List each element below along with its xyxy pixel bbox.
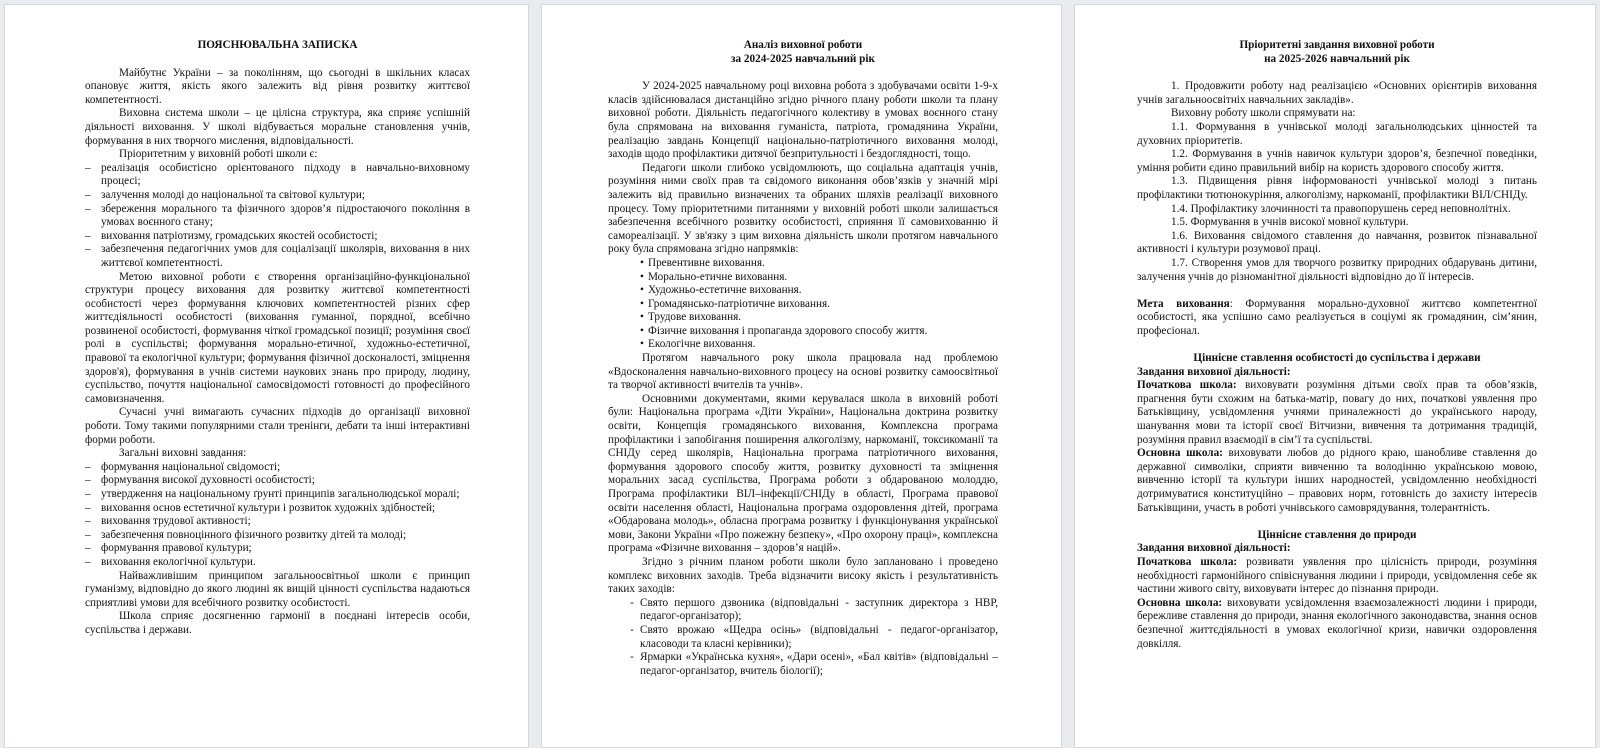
basic-school-text: виховувати любов до рідного краю, шанобливе ставлення до державної символіки, сприяти вивченню та володінню українською мовою, вивченню історії та культури інших народностей, усвідомленню необхідності дотримуватися конституційно – правових норм, готовність до захисту інтересів Батьківщини, участь в роботі учнівського самоврядування, толерантність.: [1137, 447, 1538, 514]
bullet-item: • Трудове виховання.: [608, 311, 998, 325]
primary-school-label: Початкова школа:: [1137, 379, 1237, 392]
list-item: – формування високої духовності особистості;: [85, 474, 470, 488]
bullet-item: • Морально-етичне виховання.: [608, 271, 998, 285]
paragraph: Загальні виховні завдання:: [119, 447, 247, 460]
bullet-item: • Фізичне виховання і пропаганда здорового способу життя.: [608, 325, 998, 339]
paragraph: Найважливішим принципом загальноосвітньої школи є принцип гуманізму, відповідно до якого людині як вищій цінності суспільства надаються сприятливі умови для всебічного розвитку особистості.: [85, 569, 470, 609]
basic-school-label: Основна школа:: [1137, 447, 1223, 460]
primary-school-label: Початкова школа:: [1137, 555, 1238, 568]
goal-label: Мета виховання: [1137, 297, 1230, 310]
list-item: – утвердження на національному ґрунті принципів загальнолюдської моралі;: [85, 488, 470, 502]
document-page-1: [4, 4, 529, 748]
task-item: 1.1. Формування в учнівської молоді загальнолюдських цінностей та духовних пріоритетів.: [1137, 120, 1537, 147]
list-item: – забезпечення педагогічних умов для соціалізації школярів, виховання в них життєвої компетентності.: [85, 243, 470, 270]
list-item: – виховання екологічної культури.: [85, 556, 470, 570]
page-3-subtitle: на 2025-2026 навчальний рік: [1264, 52, 1410, 65]
paragraph: Виховна система школи – це цілісна структура, яка сприяє успішній діяльності виховання. У школі відбувається моральне становлення учнів, формування в них творчого мислення, відповідальності.: [85, 107, 470, 147]
paragraph: Сучасні учні вимагають сучасних підходів до організації виховної роботи. Тому такими популярними стали тренінги, дебати та інші інтерактивні форми роботи.: [85, 406, 470, 446]
paragraph: Основними документами, якими керувалася школа в виховній роботі були: Національна програма «Діти України», Національна доктрина розвитку освіти, Концепція громадянського виховання, Комплексна програма профілактики і запобігання поширення алкоголізму, наркоманії, токсикоманії та СНІДу серед школярів, Національна програма патріотичного виховання, формування здорового способу життя, розвитку духовності та зміцнення моральних засад суспільства, Програма роботи з обдарованою молоддю, Програма профілактики ВІЛ–інфекції/СНІДу в області, Програма правової освіти населення області, Національна програма оздоровлення дітей, програма «Обдарована молодь», обласна програма розвитку і функціонування української мови, Закони України «Про пожежну безпеку», «Про охорону праці», комплексна програма «Фізичне виховання – здоров’я націй».: [608, 392, 998, 555]
list-item: – збереження морального та фізичного здоров’я підростаючого покоління в умовах воєнного стану;: [85, 203, 470, 230]
task-item: 1.2. Формування в учнів навичок культури здоров’я, безпечної поведінки, уміння робити єдино правильний вибір на користь здорового способу життя.: [1137, 148, 1537, 174]
paragraph: Школа сприяє досягненню гармонії в поєднані інтересів особи, суспільства і держави.: [85, 610, 470, 636]
page-1-title: ПОЯСНЮВАЛЬНА ЗАПИСКА: [197, 39, 358, 51]
primary-school-paragraph: [1137, 556, 1537, 597]
list-item: – виховання основ естетичної культури і розвиток художніх здібностей;: [85, 502, 470, 516]
basic-school-paragraph: [1137, 447, 1537, 515]
paragraph: Пріоритетним у виховній роботі школи є:: [119, 148, 318, 161]
paragraph: Майбутнє України – за поколінням, що сьогодні в шкільних класах опановує життя, якість якого залежить від рівня розвитку життєвої компетентності.: [85, 66, 470, 106]
goal-paragraph: [1137, 298, 1537, 339]
primary-school-text: розвивати уявлення про цілісність природи, розуміння необхідності гармонійного співіснування людини і природи, усвідомлення себе як частини живого світу, виховувати інтерес до пізнання природи.: [1137, 555, 1537, 596]
page-3-title: Пріоритетні завдання виховної роботи: [1239, 39, 1435, 51]
document-page-2: [541, 4, 1062, 748]
event-item: - Свято врожаю «Щедра осінь» (відповідальні - педагог-організатор, класоводи та класні керівники);: [608, 624, 998, 651]
task-item: 1.3. Підвищення рівня інформованості учнівської молоді з питань профілактики тютюнокуріння, алкоголізму, наркоманії, профілактики ВІЛ/СНІДу.: [1137, 175, 1537, 201]
paragraph: Згідно з річним планом роботи школи було заплановано і проведено комплекс виховних заходів. Треба відзначити високу якість і результативність таких заходів:: [608, 555, 998, 596]
page-1-content: [85, 39, 470, 638]
list-item: – формування правової культури;: [85, 542, 470, 556]
event-item: - Свято першого дзвоника (відповідальні - заступник директора з НВР, педагог-організатор);: [608, 597, 998, 624]
section-heading: Ціннісне ставлення до природи: [1257, 528, 1417, 541]
list-item: – реалізація особистісно орієнтованого підходу в навчально-виховному процесі;: [85, 162, 470, 189]
paragraph: У 2024-2025 навчальному році виховна робота з здобувачами освіти 1-9-х класів здійснювалася дистанційно згідно річного плану роботи школи та плану виховної роботи. Діяльність педагогічного колективу в умовах воєнного стану була спрямована на виховання гуманіста, патріота, громадянина України, реалізацію завдань Концепції національно-патріотичного виховання молоді, заходів щодо профілактики дитячої безпритульності і бездоглядності, тощо.: [608, 80, 998, 161]
task-item: 1.4. Профілактику злочинності та правопорушень серед неповнолітніх.: [1171, 202, 1511, 215]
list-item: – виховання патріотизму, громадських якостей особистості;: [85, 230, 470, 244]
event-item: - Ярмарки «Українська кухня», «Дари осені», «Бал квітів» (відповідальні – педагог-організатор, вчитель біології);: [608, 651, 998, 678]
section-heading: Ціннісне ставлення особистості до суспільства і держави: [1193, 352, 1481, 365]
section-tasks-label: Завдання виховної діяльності:: [1137, 365, 1291, 378]
basic-school-label: Основна школа:: [1137, 596, 1223, 609]
primary-school-text: виховувати розуміння дітьми своїх прав та обов’язків, прагнення бути схожим на батька-матір, повагу до них, початкові уявлення про Батьківщину, усвідомлення учнями приналежності до українського народу, шанування мови та історії своєї Вітчизни, вивчення та дотримання традицій, розуміння правил взаємодії в сім’ї та суспільстві.: [1137, 379, 1537, 446]
basic-school-paragraph: [1137, 597, 1537, 651]
paragraph: Педагоги школи глибоко усвідомлюють, що соціальна адаптація учнів, розуміння ними своїх прав та свідомого виконання обов’язків у значній мірі залежить від правильно визначених та обраних шляхів реалізації виховного процесу. Тому пріоритетними питаннями у виховній роботі школи залишається забезпечення всебічного розвитку особистості, сприяння її самовихованню й самореалізації. У зв'язку з цим виховна діяльність школи протягом навчального року була спрямована згідно напрямків:: [608, 161, 998, 256]
task-item: 1.6. Виховання свідомого ставлення до навчання, розвиток пізнавальної активності і культури розумової праці.: [1137, 229, 1537, 256]
basic-school-text: виховувати усвідомлення взаємозалежності людини і природи, бережливе ставлення до природи, знання екологічного законодавства, знання основ безпечної життєдіяльності в умовах екологічної кризи, навички оздоровлення довкілля.: [1137, 596, 1538, 650]
task-item: 1.5. Формування в учнів високої мовної культури.: [1171, 216, 1409, 229]
page-2-subtitle: за 2024-2025 навчальний рік: [731, 52, 875, 65]
paragraph: Метою виховної роботи є створення організаційно-функціональної структури процесу виховання для розвитку життєвої компетентності особистості через формування ключових компетентностей різних сфер життєдіяльності особистості (виховання гуманної, порядної, всебічно розвиненої особистості, формування чіткої громадської позиції; розуміння своєї ролі в суспільстві; формування морально-етичної, художньо-естетичної, правової та екологічної культури; формування фізичної досконалості, зміцнення здоров'я), формування в учнів системи наукових знань про природу, людину, суспільство, почуття національної самосвідомості готовності до професійного самовизначення.: [85, 270, 470, 405]
list-item: – виховання трудової активності;: [85, 515, 470, 529]
list-item: – формування національної свідомості;: [85, 461, 470, 475]
page-2-title: Аналіз виховної роботи: [743, 39, 863, 51]
paragraph: Протягом навчального року школа працювала над проблемою «Вдосконалення навчально-виховного процесу на основі розвитку самоосвітньої та творчої активності вчителів та учнів».: [608, 352, 998, 392]
page-2-content: [608, 39, 998, 678]
list-item: – забезпечення повноцінного фізичного розвитку дітей та молоді;: [85, 529, 470, 543]
bullet-item: • Екологічне виховання.: [608, 338, 998, 352]
bullet-item: • Громадянсько-патріотичне виховання.: [608, 298, 998, 312]
task-item: 1.7. Створення умов для творчого розвитку природних обдарувань дитини, залучення учнів до різноманітної діяльності відповідно до її інтересів.: [1137, 256, 1537, 283]
primary-school-paragraph: [1137, 379, 1537, 447]
document-page-3: [1074, 4, 1596, 748]
section-tasks-label: Завдання виховної діяльності:: [1137, 542, 1291, 555]
list-item: – залучення молоді до національної та світової культури;: [85, 189, 470, 203]
bullet-item: • Художньо-естетичне виховання.: [608, 284, 998, 298]
page-3-content: [1137, 39, 1537, 651]
paragraph: Виховну роботу школи спрямувати на:: [1171, 107, 1356, 120]
bullet-item: • Превентивне виховання.: [608, 257, 998, 271]
goal-text: : Формування морально-духовної життєво компетентної особистості, яка успішно само реалізується в соціумі як громадянин, сім’янин, професіонал.: [1137, 297, 1538, 337]
paragraph: 1. Продовжити роботу над реалізацією «Основних орієнтирів виховання учнів загальноосвітніх навчальних закладів».: [1137, 80, 1537, 106]
